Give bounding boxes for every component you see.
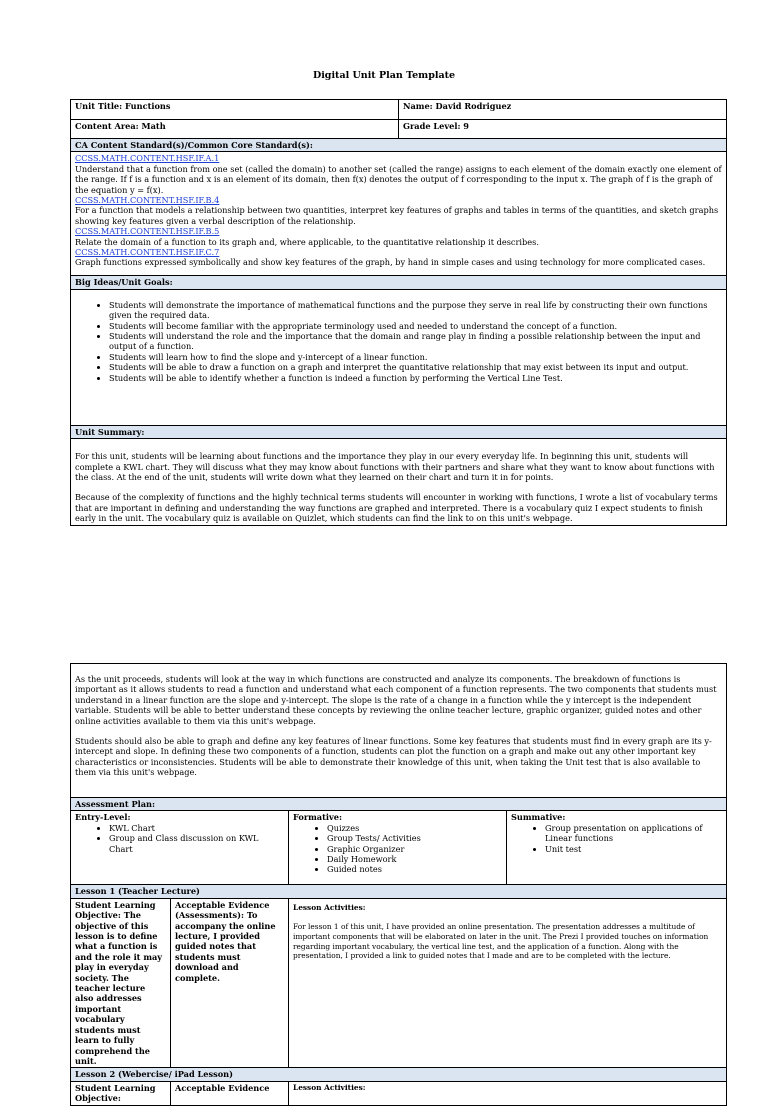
standard-text: Graph functions expressed symbolically and show key features of the graph, by hand in simple cases and using technology for more complicated cases.	[75, 257, 706, 268]
assessment-item: • Quizzes	[327, 823, 502, 833]
lesson-2-evidence: Acceptable Evidence	[171, 1081, 289, 1105]
lesson-2-activities: Lesson Activities:	[289, 1081, 727, 1105]
assessment-entry	[71, 811, 289, 885]
unit-summary-header: Unit Summary:	[71, 425, 727, 438]
summary-paragraph: Students should also be able to graph and define any key features of linear functions. Some key features that students must find in every graph are its y-intercept and slope. In defining these two components of a function, students can plot the function on a graph and make out any other important key characteristics or inconsistencies. Students will be able to demonstrate their knowledge of this unit, when taking the Unit test that is also available to them via this unit's webpage.	[75, 736, 712, 778]
goal-item: • Students will be able to identify whether a function is indeed a function by performing the Vertical Line Test.	[109, 373, 722, 383]
content-area: Content Area: Math	[71, 120, 399, 139]
goal-item: • Students will understand the role and the importance that the domain and range play in finding a possible relationship between the input and output of a function.	[109, 331, 722, 352]
goal-item: • Students will learn how to find the slope and y-intercept of a linear function.	[109, 352, 722, 362]
lesson-1-header: Lesson 1 (Teacher Lecture)	[71, 885, 727, 898]
big-ideas-list	[71, 289, 727, 425]
lesson-activities-text: For lesson 1 of this unit, I have provided an online presentation. The presentation addresses a multitude of important components that will be elaborated on later in the unit. The Prezi I provided touches on information regarding important vocabulary, the vertical line test, and the application of a function. Along with the presentation, I provided a link to guided notes that I made and are to be completed with the lecture.	[293, 922, 709, 961]
lesson-2-header: Lesson 2 (Webercise/ iPad Lesson)	[71, 1068, 727, 1081]
big-ideas-header: Big Ideas/Unit Goals:	[71, 276, 727, 289]
assessment-item: • Daily Homework	[327, 854, 502, 864]
unit-plan-table-top	[70, 99, 727, 526]
summative-label: Summative:	[511, 812, 566, 823]
unit-summary-body	[71, 439, 727, 525]
goal-item: • Students will become familiar with the appropriate terminology used and needed to understand the concept of a function.	[109, 321, 722, 331]
lesson-1-activities	[289, 898, 727, 1068]
assessment-item: • Group and Class discussion on KWL Chart	[109, 833, 284, 854]
standard-text: Understand that a function from one set (called the domain) to another set (called the range) assigns to each element of the domain exactly one element of the range. If f is a function and x is an element of its domain, then f(x) denotes the output of f corresponding to the input x. The graph of f is the graph of the equation y = f(x).	[75, 163, 722, 195]
standards-header: CA Content Standard(s)/Common Core Standard(s):	[71, 139, 727, 152]
unit-summary-continued	[71, 664, 727, 798]
assessment-item: • Group Tests/ Activities	[327, 833, 502, 843]
grade-level: Grade Level: 9	[399, 120, 727, 139]
unit-title: Unit Title: Functions	[71, 100, 399, 120]
assessment-item: • Guided notes	[327, 864, 502, 874]
summary-paragraph: Because of the complexity of functions and the highly technical terms students will encounter in working with functions, I wrote a list of vocabulary terms that are important in defining and understanding the way functions are graphed and interpreted. There is a vocabulary quiz I expect students to finish early in the unit. The vocabulary quiz is available on Quizlet, which students can find the link to on this unit's webpage.	[75, 492, 718, 524]
lesson-1-objective: Student Learning Objective: The objective of this lesson is to define what a function is and the role it may play in everyday society. The teacher lecture also addresses important vocabulary students must learn to fully comprehend the unit.	[71, 898, 171, 1068]
assessment-item: • KWL Chart	[109, 823, 284, 833]
standard-code-link[interactable]: CCSS.MATH.CONTENT.HSF.IF.C.7	[75, 247, 220, 258]
standards-list	[71, 152, 727, 276]
assessment-plan-header: Assessment Plan:	[71, 798, 727, 811]
goal-item: • Students will demonstrate the importance of mathematical functions and the purpose they serve in real life by constructing their own functions given the required data.	[109, 300, 722, 321]
assessment-summative	[507, 811, 727, 885]
unit-plan-table-bottom	[70, 663, 727, 1106]
summary-paragraph: For this unit, students will be learning about functions and the importance they play in our every everyday life. In beginning this unit, students will complete a KWL chart. They will discuss what they may know about functions with their partners and share what they want to know about functions with the class. At the end of the unit, students will write down what they learned on their chart and turn it in for points.	[75, 451, 715, 483]
standard-text: For a function that models a relationship between two quantities, interpret key features of graphs and tables in terms of the quantities, and sketch graphs showing key features given a verbal description of the relationship.	[75, 205, 719, 226]
standard-code-link[interactable]: CCSS.MATH.CONTENT.HSF.IF.A.1	[75, 153, 220, 164]
assessment-item: • Unit test	[545, 844, 722, 854]
assessment-item: • Graphic Organizer	[327, 844, 502, 854]
entry-level-label: Entry-Level:	[75, 812, 131, 823]
goal-item: • Students will be able to draw a function on a graph and interpret the quantitative relationship that may exist between its input and output.	[109, 362, 722, 372]
lesson-2-objective: Student Learning Objective:	[71, 1081, 171, 1105]
standard-code-link[interactable]: CCSS.MATH.CONTENT.HSF.IF.B.5	[75, 226, 220, 237]
formative-label: Formative:	[293, 812, 342, 823]
lesson-1-evidence: Acceptable Evidence (Assessments): To accompany the online lecture, I provided guided notes that students must download and complete.	[171, 898, 289, 1068]
assessment-formative	[289, 811, 507, 885]
teacher-name: Name: David Rodriguez	[399, 100, 727, 120]
standard-code-link[interactable]: CCSS.MATH.CONTENT.HSF.IF.B.4	[75, 195, 220, 206]
document-title: Digital Unit Plan Template	[312, 70, 456, 81]
assessment-item: • Group presentation on applications of Linear functions	[545, 823, 722, 844]
summary-paragraph: As the unit proceeds, students will look at the way in which functions are constructed and analyze its components. The breakdown of functions is important as it allows students to read a function and understand what each component of a function represents. The two components that students must understand in a linear function are the slope and y-intercept. The slope is the rate of a change in a function while the y intercept is the independent variable. Students will be able to better understand these concepts by reviewing the online teacher lecture, graphic organizer, guided notes and other online activities available to them via this unit's webpage.	[75, 674, 717, 726]
lesson-activities-label: Lesson Activities:	[293, 902, 366, 912]
standard-text: Relate the domain of a function to its graph and, where applicable, to the quantitative relationship it describes.	[75, 236, 539, 247]
